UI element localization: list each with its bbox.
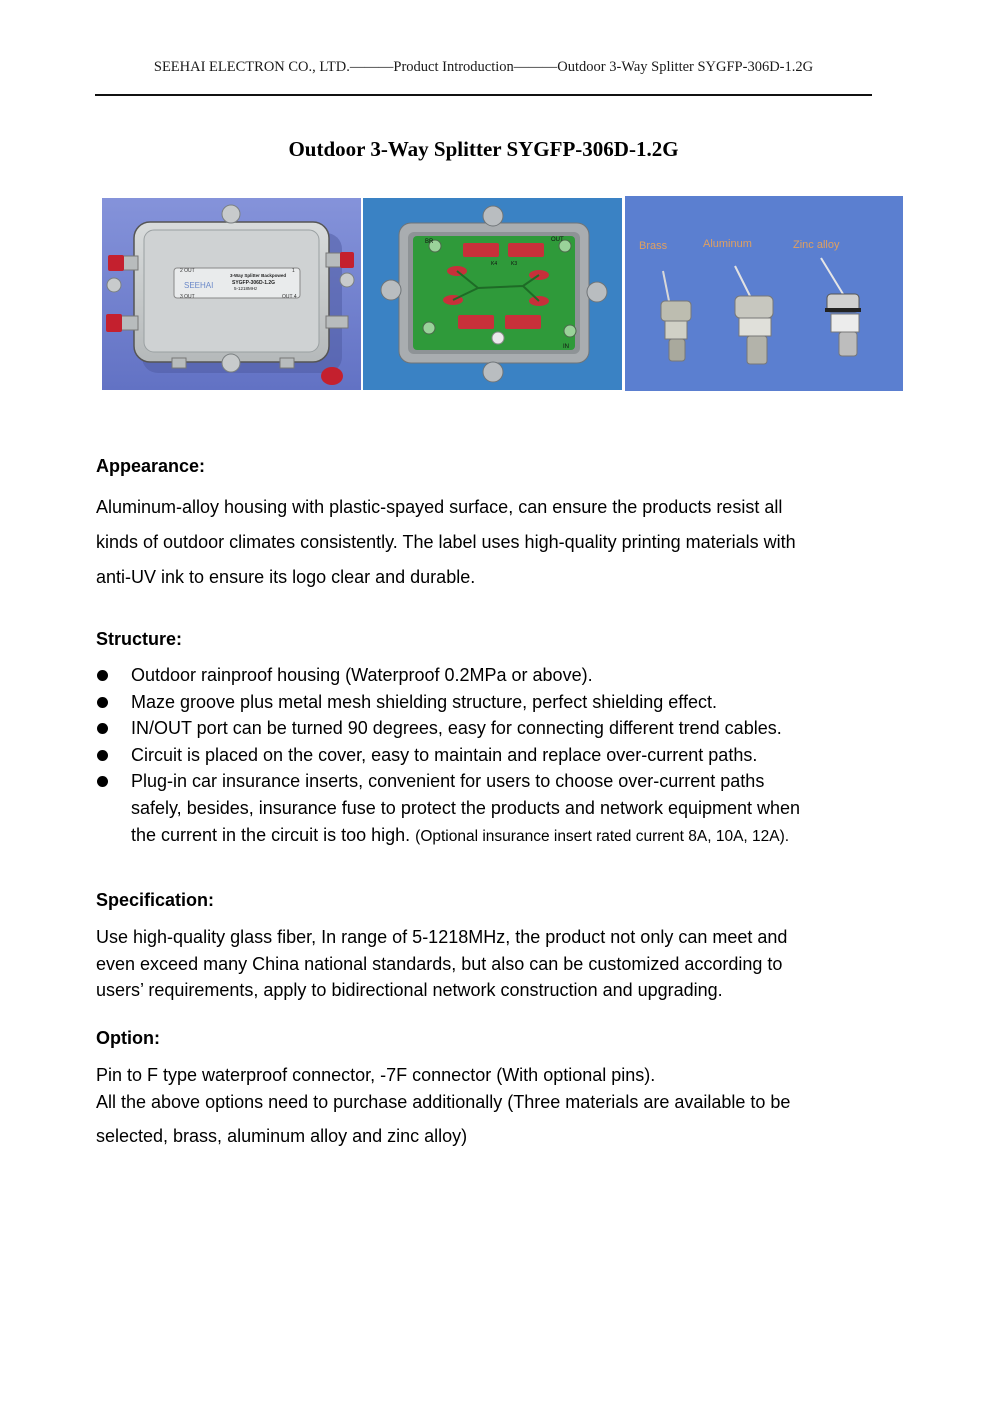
appearance-line: anti-UV ink to ensure its logo clear and durable. [96,567,476,587]
photo-splitter-housing [102,198,361,390]
bullet-icon [97,750,108,761]
bullet-icon [97,723,108,734]
option-line: All the above options need to purchase additionally (Three materials are available to be [96,1091,791,1112]
option-heading: Option: [96,1028,160,1048]
label-port-4: OUT 4 [282,294,297,300]
label-port-1: 1 [292,268,295,274]
appearance-heading: Appearance: [96,456,206,476]
specification-heading: Specification: [96,890,215,910]
board-label-in: IN [563,344,569,350]
specification-paragraph [96,924,896,1004]
structure-item-text: Plug-in car insurance inserts, convenient for users to choose over-current paths [131,771,765,792]
appearance-line: Aluminum-alloy housing with plastic-spayed surface, can ensure the products resist all [96,497,783,517]
label-port-3: 3 OUT [180,294,195,300]
bullet-icon [97,670,108,681]
board-label-br: BR [425,239,434,245]
label-model: SYGFP-306D-1.2G [232,280,276,286]
bullet-icon [97,776,108,787]
option-line: selected, brass, aluminum alloy and zinc alloy) [96,1126,468,1147]
structure-item-text: Outdoor rainproof housing (Waterproof 0.2MPa or above). [131,665,593,685]
structure-item [96,768,896,850]
document-title: Outdoor 3-Way Splitter SYGFP-306D-1.2G [288,137,679,161]
label-line1: 3-Way Splitter Backpowed [230,273,287,278]
specification-line: users’ requirements, apply to bidirectional network construction and upgrading. [96,980,723,1001]
board-label-out: OUT [551,237,564,243]
structure-item-text: Circuit is placed on the cover, easy to maintain and replace over-current paths. [131,744,758,765]
label-frequency: 5-1218MHz [234,286,258,291]
option-paragraph [96,1062,896,1150]
material-label-aluminum: Aluminum [703,238,752,250]
material-label-brass: Brass [639,240,668,252]
specification-line: even exceed many China national standards, but also can be customized according to [96,953,783,974]
running-header: SEEHAI ELECTRON CO., LTD.———Product Introduction———Outdoor 3-Way Splitter SYGFP-306D-1.2G [153,59,814,75]
structure-item [96,689,896,716]
photo-circuit-board [363,198,622,390]
board-label-k4: K4 [491,261,498,267]
appearance-line: kinds of outdoor climates consistently. The label uses high-quality printing materials with [96,532,796,552]
structure-item [96,715,896,742]
specification-line: Use high-quality glass fiber, In range of 5-1218MHz, the product not only can meet and [96,927,788,947]
structure-item-text: the current in the circuit is too high. [131,824,411,845]
structure-item-text: IN/OUT port can be turned 90 degrees, easy for connecting different trend cables. [131,718,782,739]
structure-heading: Structure: [96,629,183,649]
label-brand: SEEHAI [184,281,214,290]
label-port-2: 2 OUT [180,268,195,274]
photo-connector-materials [625,196,903,391]
material-label-zinc-alloy: Zinc alloy [793,239,840,251]
appearance-paragraph [96,490,896,595]
structure-item-note: (Optional insurance insert rated current 8A, 10A, 12A). [415,827,790,845]
structure-item-text: Maze groove plus metal mesh shielding structure, perfect shielding effect. [131,691,717,712]
structure-item [96,742,896,769]
structure-item-text: safely, besides, insurance fuse to protect the products and network equipment when [131,797,801,818]
structure-list [96,662,896,850]
option-line: Pin to F type waterproof connector, -7F connector (With optional pins). [96,1065,656,1085]
header-rule [95,94,872,96]
bullet-icon [97,697,108,708]
board-label-k3: K3 [511,261,518,267]
structure-item [96,662,896,689]
